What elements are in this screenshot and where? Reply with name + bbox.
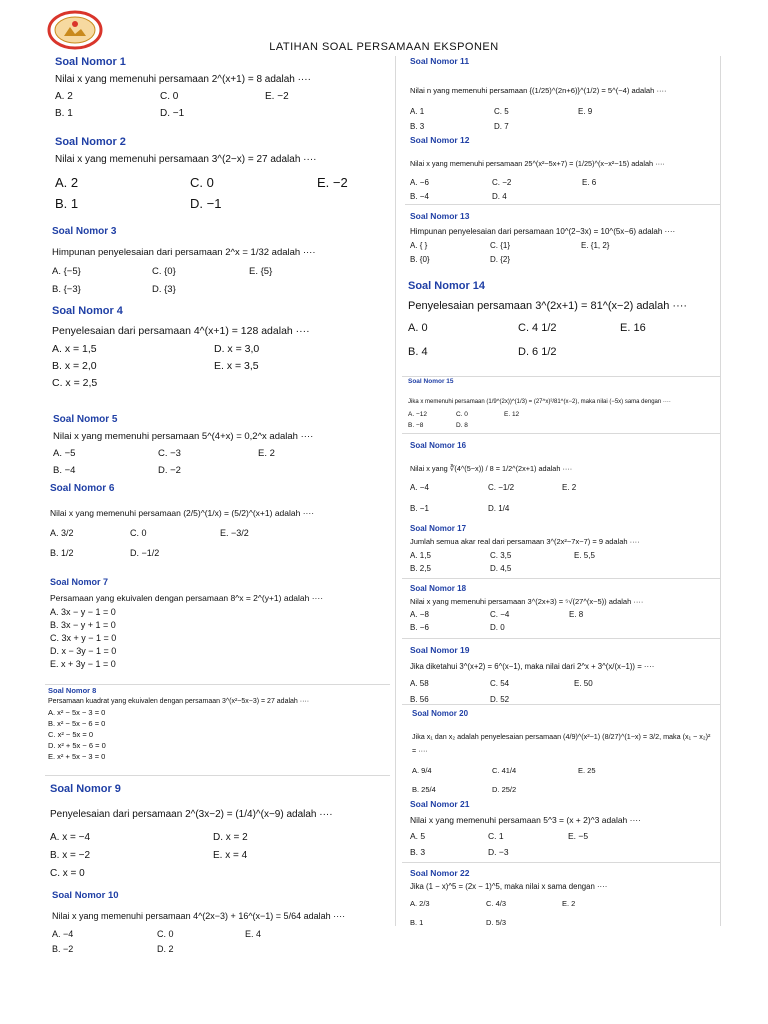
option-b[interactable]: B. 56	[410, 695, 429, 704]
section-rule	[45, 775, 390, 776]
option-e[interactable]: E. 2	[258, 448, 275, 459]
question-text: Penyelesaian dari persamaan 2^(3x−2) = (1/4)^(x−9) adalah ····	[50, 809, 333, 820]
answer-options	[410, 551, 720, 573]
question-number: Soal Nomor 9	[50, 783, 121, 795]
option-b[interactable]: B. x = 2,0	[52, 360, 97, 372]
question-text: Persamaan yang ekuivalen dengan persamaan 8^x = 2^(y+1) adalah ····	[50, 593, 324, 603]
option-b[interactable]: B. −2	[52, 944, 74, 954]
question-20	[412, 709, 720, 794]
option-b[interactable]: B. 25/4	[412, 785, 436, 794]
option-b[interactable]: B. 2,5	[410, 564, 431, 573]
option-d[interactable]: D. x − 3y − 1 = 0	[50, 646, 117, 656]
option-d[interactable]: D. x = 2	[213, 832, 248, 843]
question-9	[50, 783, 385, 879]
question-number: Soal Nomor 15	[408, 378, 454, 385]
question-text: Nilai x yang memenuhi persamaan 5^3 = (x + 2)^3 adalah ····	[410, 815, 641, 825]
option-c[interactable]: C. 4/3	[486, 899, 507, 908]
option-b[interactable]: B. 3	[410, 847, 426, 857]
question-10	[52, 890, 387, 954]
option-a[interactable]: A. 2/3	[410, 899, 430, 908]
option-d[interactable]: D. 25/2	[492, 785, 517, 794]
answer-options	[410, 483, 720, 513]
option-e[interactable]: E. −2	[317, 175, 348, 190]
option-a[interactable]: A. x = −4	[50, 832, 91, 843]
option-b[interactable]: B. 1/2	[50, 548, 74, 558]
question-text: Jumlah semua akar real dari persamaan 3^(2x²−7x−7) = 9 adalah ····	[410, 537, 640, 546]
option-a[interactable]: A. 5	[410, 831, 426, 841]
option-c[interactable]: C. 54	[490, 679, 510, 688]
option-a[interactable]: A. 1	[410, 107, 425, 116]
question-14	[408, 280, 723, 358]
option-b[interactable]: B. −4	[410, 192, 429, 201]
question-number: Soal Nomor 6	[50, 483, 115, 494]
option-d[interactable]: D. 0	[490, 623, 505, 632]
question-text: Jika x memenuhi persamaan (1/9^(2x))^(1/3) = (27^x)²/81^(x−2), maka nilai (−5x) sama dengan ····	[408, 399, 671, 405]
option-c[interactable]: C. 0	[130, 528, 147, 538]
question-text: Nilai x yang memenuhi persamaan 5^(4+x) = 0,2^x adalah ····	[53, 431, 314, 442]
question-number: Soal Nomor 18	[410, 584, 467, 593]
section-rule	[402, 862, 720, 863]
right-edge-rule	[720, 56, 721, 926]
question-text: Nilai x yang memenuhi persamaan 25^(x²−5x+7) = (1/25)^(x−x²−15) adalah ····	[410, 159, 665, 168]
option-c[interactable]: C. 0	[157, 929, 174, 939]
question-number: Soal Nomor 12	[410, 135, 470, 145]
question-number: Soal Nomor 22	[410, 868, 470, 878]
answer-options	[50, 528, 380, 558]
option-a[interactable]: A. {−5}	[52, 266, 81, 277]
option-c[interactable]: C. {0}	[152, 266, 176, 277]
question-number: Soal Nomor 17	[410, 524, 467, 533]
question-text: Nilai x yang memenuhi persamaan 2^(x+1) = 8 adalah ····	[55, 74, 311, 85]
option-e[interactable]: E. 9	[578, 107, 593, 116]
option-e[interactable]: E. x + 3y − 1 = 0	[50, 659, 116, 669]
option-e[interactable]: E. 6	[582, 178, 597, 187]
option-d[interactable]: D. 5/3	[486, 918, 507, 927]
answer-options	[50, 832, 385, 879]
option-d[interactable]: D. −1/2	[130, 548, 160, 558]
question-text: Nilai x yang memenuhi persamaan 4^(2x−3) + 16^(x−1) = 5/64 adalah ····	[52, 911, 346, 921]
answer-options	[52, 343, 382, 389]
section-rule	[45, 684, 390, 685]
option-b[interactable]: B. −1	[410, 504, 429, 513]
option-e[interactable]: E. 2	[562, 899, 576, 908]
section-rule	[405, 204, 720, 205]
option-a[interactable]: A. 0	[408, 322, 428, 334]
option-a[interactable]: A. −8	[410, 610, 429, 619]
option-e[interactable]: E. 50	[574, 679, 593, 688]
question-text: Penyelesaian dari persamaan 4^(x+1) = 128 adalah ····	[52, 325, 310, 337]
option-a[interactable]: A. −4	[410, 483, 429, 492]
question-12	[410, 135, 720, 201]
answer-options	[55, 175, 385, 211]
option-d[interactable]: D. −1	[190, 196, 222, 211]
option-d[interactable]: D. −1	[160, 108, 185, 119]
answer-options	[53, 448, 383, 476]
option-d[interactable]: D. 52	[490, 695, 510, 704]
option-c[interactable]: C. x = 2,5	[52, 377, 98, 389]
answer-options	[408, 411, 723, 429]
option-a[interactable]: A. { }	[410, 241, 428, 250]
section-rule	[402, 638, 720, 639]
option-d[interactable]: D. −2	[158, 465, 181, 476]
option-b[interactable]: B. {−3}	[52, 284, 81, 295]
question-2	[55, 136, 385, 211]
answer-options	[410, 241, 720, 264]
option-c[interactable]: C. 0	[160, 91, 179, 102]
option-a[interactable]: A. 9/4	[412, 766, 432, 775]
option-b[interactable]: B. −4	[53, 465, 76, 476]
question-22	[410, 868, 720, 927]
section-rule	[402, 376, 720, 377]
option-c[interactable]: C. 3,5	[490, 551, 512, 560]
option-e[interactable]: E. {1, 2}	[581, 241, 610, 250]
option-d[interactable]: D. 6 1/2	[518, 346, 557, 358]
question-1	[55, 56, 385, 119]
question-number: Soal Nomor 8	[48, 686, 97, 695]
option-e[interactable]: E. 5,5	[574, 551, 595, 560]
option-a[interactable]: A. 2	[55, 91, 73, 102]
option-e[interactable]: E. −3/2	[220, 528, 249, 538]
question-13	[410, 211, 720, 264]
option-e[interactable]: E. 16	[620, 322, 646, 334]
question-text: Nilai x yang memenuhi persamaan 3^(2−x) = 27 adalah ····	[55, 154, 317, 165]
question-number: Soal Nomor 10	[52, 890, 119, 901]
answer-options	[410, 610, 720, 632]
option-b[interactable]: B. {0}	[410, 255, 430, 264]
option-e[interactable]: E. x = 4	[213, 850, 248, 861]
question-text: Nilai x yang memenuhi persamaan (2/5)^(1/x) = (5/2)^(x+1) adalah ····	[50, 508, 315, 518]
option-b[interactable]: B. 3x − y + 1 = 0	[50, 620, 116, 630]
question-number: Soal Nomor 13	[410, 211, 470, 221]
option-d[interactable]: D. −3	[488, 847, 509, 857]
section-rule	[402, 704, 720, 705]
option-c[interactable]: C. 3x + y − 1 = 0	[50, 633, 117, 643]
question-19	[410, 645, 720, 704]
section-rule	[402, 578, 720, 579]
question-number: Soal Nomor 11	[410, 56, 470, 66]
option-a[interactable]: A. −4	[52, 929, 74, 939]
option-b[interactable]: B. 1	[55, 108, 73, 119]
option-d[interactable]: D. 2	[157, 944, 174, 954]
option-a[interactable]: A. 2	[55, 175, 79, 190]
option-b[interactable]: B. x² − 5x − 6 = 0	[48, 719, 106, 728]
question-number: Soal Nomor 20	[412, 709, 469, 718]
question-17	[410, 524, 720, 573]
option-e[interactable]: E. −5	[568, 831, 589, 841]
option-c[interactable]: C. 0	[190, 175, 214, 190]
answer-options	[410, 178, 720, 201]
question-number: Soal Nomor 7	[50, 577, 109, 587]
option-a[interactable]: A. x² − 5x − 3 = 0	[48, 708, 106, 717]
question-21	[410, 799, 720, 857]
option-e[interactable]: E. 4	[245, 929, 262, 939]
option-b[interactable]: B. x = −2	[50, 850, 91, 861]
answer-options	[52, 266, 382, 295]
option-a[interactable]: A. −12	[408, 411, 427, 418]
option-b[interactable]: B. 1	[55, 196, 79, 211]
option-b[interactable]: B. −8	[408, 422, 424, 429]
question-number: Soal Nomor 5	[53, 414, 118, 425]
question-text: Himpunan penyelesaian dari persamaan 10^(2−3x) = 10^(5x−6) adalah ····	[410, 227, 676, 236]
answer-options	[412, 766, 720, 794]
option-e[interactable]: E. 25	[578, 766, 596, 775]
answer-options	[50, 607, 380, 669]
page-title: LATIHAN SOAL PERSAMAAN EKSPONEN	[269, 41, 499, 53]
answer-options	[410, 679, 720, 704]
option-e[interactable]: E. x = 3,5	[214, 360, 259, 372]
question-text: Nilai x yang memenuhi persamaan 3^(2x+3) = ⁵√(27^(x−5)) adalah ····	[410, 597, 644, 606]
column-divider	[395, 56, 396, 926]
option-c[interactable]: C. 1	[488, 831, 504, 841]
answer-options	[408, 322, 723, 358]
question-text: Persamaan kuadrat yang ekuivalen dengan persamaan 3^(x²−5x−3) = 27 adalah ····	[48, 698, 310, 705]
option-c[interactable]: C. −3	[158, 448, 181, 459]
question-number: Soal Nomor 1	[55, 56, 126, 68]
question-16	[410, 441, 720, 513]
answer-options	[410, 831, 720, 857]
question-6	[50, 483, 380, 558]
option-d[interactable]: D. 4	[492, 192, 507, 201]
question-text: Nilai x yang ∛(4^(5−x)) / 8 = 1/2^(2x+1) adalah ····	[410, 464, 573, 473]
option-b[interactable]: B. 4	[408, 346, 428, 358]
section-rule	[402, 433, 720, 434]
option-d[interactable]: D. 4,5	[490, 564, 512, 573]
question-18	[410, 584, 720, 632]
option-e[interactable]: E. 8	[569, 610, 584, 619]
question-15	[408, 378, 723, 429]
option-b[interactable]: B. 3	[410, 122, 425, 131]
option-d[interactable]: D. {2}	[490, 255, 511, 264]
option-b[interactable]: B. −6	[410, 623, 429, 632]
option-c[interactable]: C. {1}	[490, 241, 511, 250]
option-c[interactable]: C. −2	[492, 178, 512, 187]
question-text: Himpunan penyelesaian dari persamaan 2^x = 1/32 adalah ····	[52, 247, 316, 258]
option-c[interactable]: C. −1/2	[488, 483, 515, 492]
option-d[interactable]: D. x = 3,0	[214, 343, 260, 355]
option-a[interactable]: A. 58	[410, 679, 429, 688]
question-number: Soal Nomor 16	[410, 441, 467, 450]
option-c[interactable]: C. 5	[494, 107, 509, 116]
option-c[interactable]: C. −4	[490, 610, 510, 619]
option-a[interactable]: A. −5	[53, 448, 76, 459]
answer-options	[52, 929, 387, 954]
option-e[interactable]: E. {5}	[249, 266, 273, 277]
question-number: Soal Nomor 19	[410, 645, 470, 655]
option-e[interactable]: E. 2	[562, 483, 577, 492]
question-5	[53, 414, 383, 476]
option-e[interactable]: E. 12	[504, 411, 520, 418]
option-d[interactable]: D. 8	[456, 422, 468, 429]
question-text: Jika diketahui 3^(x+2) = 6^(x−1), maka nilai dari 2^x + 3^(x/(x−1)) = ····	[410, 662, 655, 671]
answer-options	[410, 107, 720, 131]
option-c[interactable]: C. 4 1/2	[518, 322, 557, 334]
option-c[interactable]: C. 0	[456, 411, 468, 418]
option-e[interactable]: E. −2	[265, 91, 289, 102]
option-c[interactable]: C. 41/4	[492, 766, 517, 775]
option-d[interactable]: D. {3}	[152, 284, 176, 295]
option-c[interactable]: C. x = 0	[50, 868, 85, 879]
question-text: Jika x₁ dan x₂ adalah penyelesaian persamaan (4/9)^(x²−1) (8/27)^(1−x) = 3/2, maka (x₁ − x₂)² = ····	[412, 732, 711, 755]
option-d[interactable]: D. 7	[494, 122, 509, 131]
question-number: Soal Nomor 4	[52, 305, 123, 317]
option-a[interactable]: A. −6	[410, 178, 429, 187]
question-number: Soal Nomor 21	[410, 799, 470, 809]
question-number: Soal Nomor 2	[55, 136, 126, 148]
option-e[interactable]: E. x² + 5x − 3 = 0	[48, 752, 106, 761]
question-number: Soal Nomor 14	[408, 280, 486, 292]
question-8	[48, 686, 388, 761]
question-text: Penyelesaian persamaan 3^(2x+1) = 81^(x−2) adalah ····	[408, 300, 688, 312]
question-number: Soal Nomor 3	[52, 226, 117, 237]
option-a[interactable]: A. 3/2	[50, 528, 74, 538]
question-4	[52, 305, 382, 389]
question-7	[50, 577, 380, 669]
option-a[interactable]: A. x = 1,5	[52, 343, 97, 355]
question-3	[52, 226, 382, 295]
answer-options	[48, 708, 388, 761]
option-a[interactable]: A. 1,5	[410, 551, 431, 560]
option-d[interactable]: D. 1/4	[488, 504, 510, 513]
question-11	[410, 56, 720, 131]
option-a[interactable]: A. 3x − y − 1 = 0	[50, 607, 116, 617]
answer-options	[410, 899, 720, 927]
question-text: Nilai n yang memenuhi persamaan {(1/25)^(2n+6)}^(1/2) = 5^(−4) adalah ····	[410, 86, 667, 95]
option-d[interactable]: D. x² + 5x − 6 = 0	[48, 741, 106, 750]
question-text: Jika (1 − x)^5 = (2x − 1)^5, maka nilai x sama dengan ····	[410, 882, 608, 891]
answer-options	[55, 91, 385, 119]
option-c[interactable]: C. x² − 5x = 0	[48, 730, 94, 739]
option-b[interactable]: B. 1	[410, 918, 424, 927]
